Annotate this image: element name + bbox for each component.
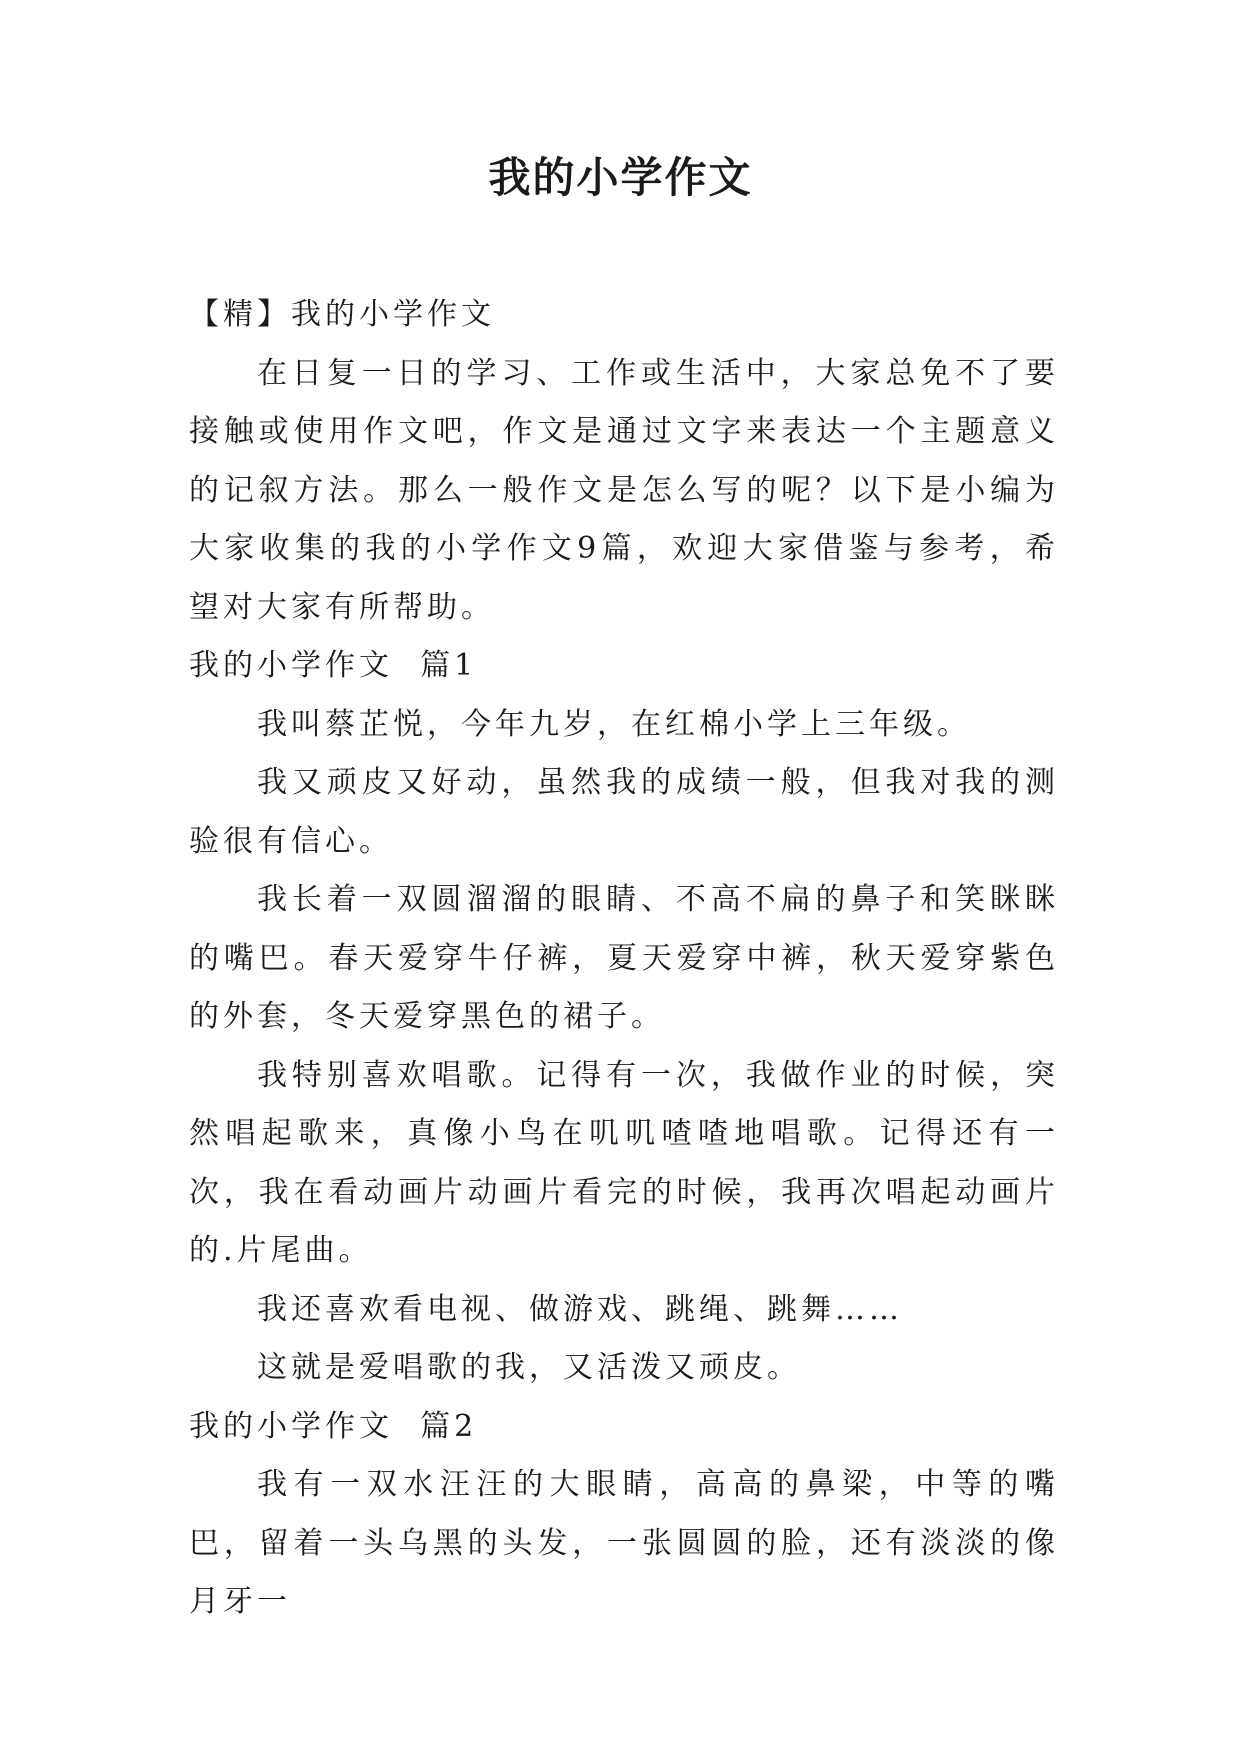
- intro-heading: 【精】我的小学作文: [189, 297, 495, 332]
- essay-1-paragraph: 我又顽皮又好动，虽然我的成绩一般，但我对我的测验很有信心。: [189, 765, 1059, 859]
- essay-2-heading: 我的小学作文 篇2: [189, 1408, 478, 1444]
- essay-1-paragraph: 我叫蔡芷悦，今年九岁，在红棉小学上三年级。: [257, 706, 971, 742]
- essay-1-paragraph: 我特别喜欢唱歌。记得有一次，我做作业的时候，突然唱起歌来，真像小鸟在叽叽喳喳地唱歌。记得还有一次，我在看动画片动画片看完的时候，我再次唱起动画片的.片尾曲。: [189, 1057, 1059, 1268]
- essay-1-paragraph: 这就是爱唱歌的我，又活泼又顽皮。: [257, 1350, 801, 1385]
- intro-paragraph: 在日复一日的学习、工作或生活中，大家总免不了要接触或使用作文吧，作文是通过文字来表达一个主题意义的记叙方法。那么一般作文是怎么写的呢？以下是小编为大家收集的我的小学作文9篇，欢迎大家借鉴与参考，希望对大家有所帮助。: [189, 355, 1059, 625]
- essay-2-paragraph: 我有一双水汪汪的大眼睛，高高的鼻梁，中等的嘴巴，留着一头乌黑的头发，一张圆圆的脸，还有淡淡的像月牙一: [189, 1467, 1059, 1619]
- essay-1-paragraph: 我还喜欢看电视、做游戏、跳绳、跳舞……: [257, 1291, 903, 1327]
- essay-1-paragraph: 我长着一双圆溜溜的眼睛、不高不扁的鼻子和笑眯眯的嘴巴。春天爱穿牛仔裤，夏天爱穿中裤，秋天爱穿紫色的外套，冬天爱穿黑色的裙子。: [189, 882, 1059, 1034]
- document-body: [189, 286, 1059, 1632]
- document-title: 我的小学作文: [488, 153, 753, 202]
- essay-1-heading: 我的小学作文 篇1: [189, 648, 478, 683]
